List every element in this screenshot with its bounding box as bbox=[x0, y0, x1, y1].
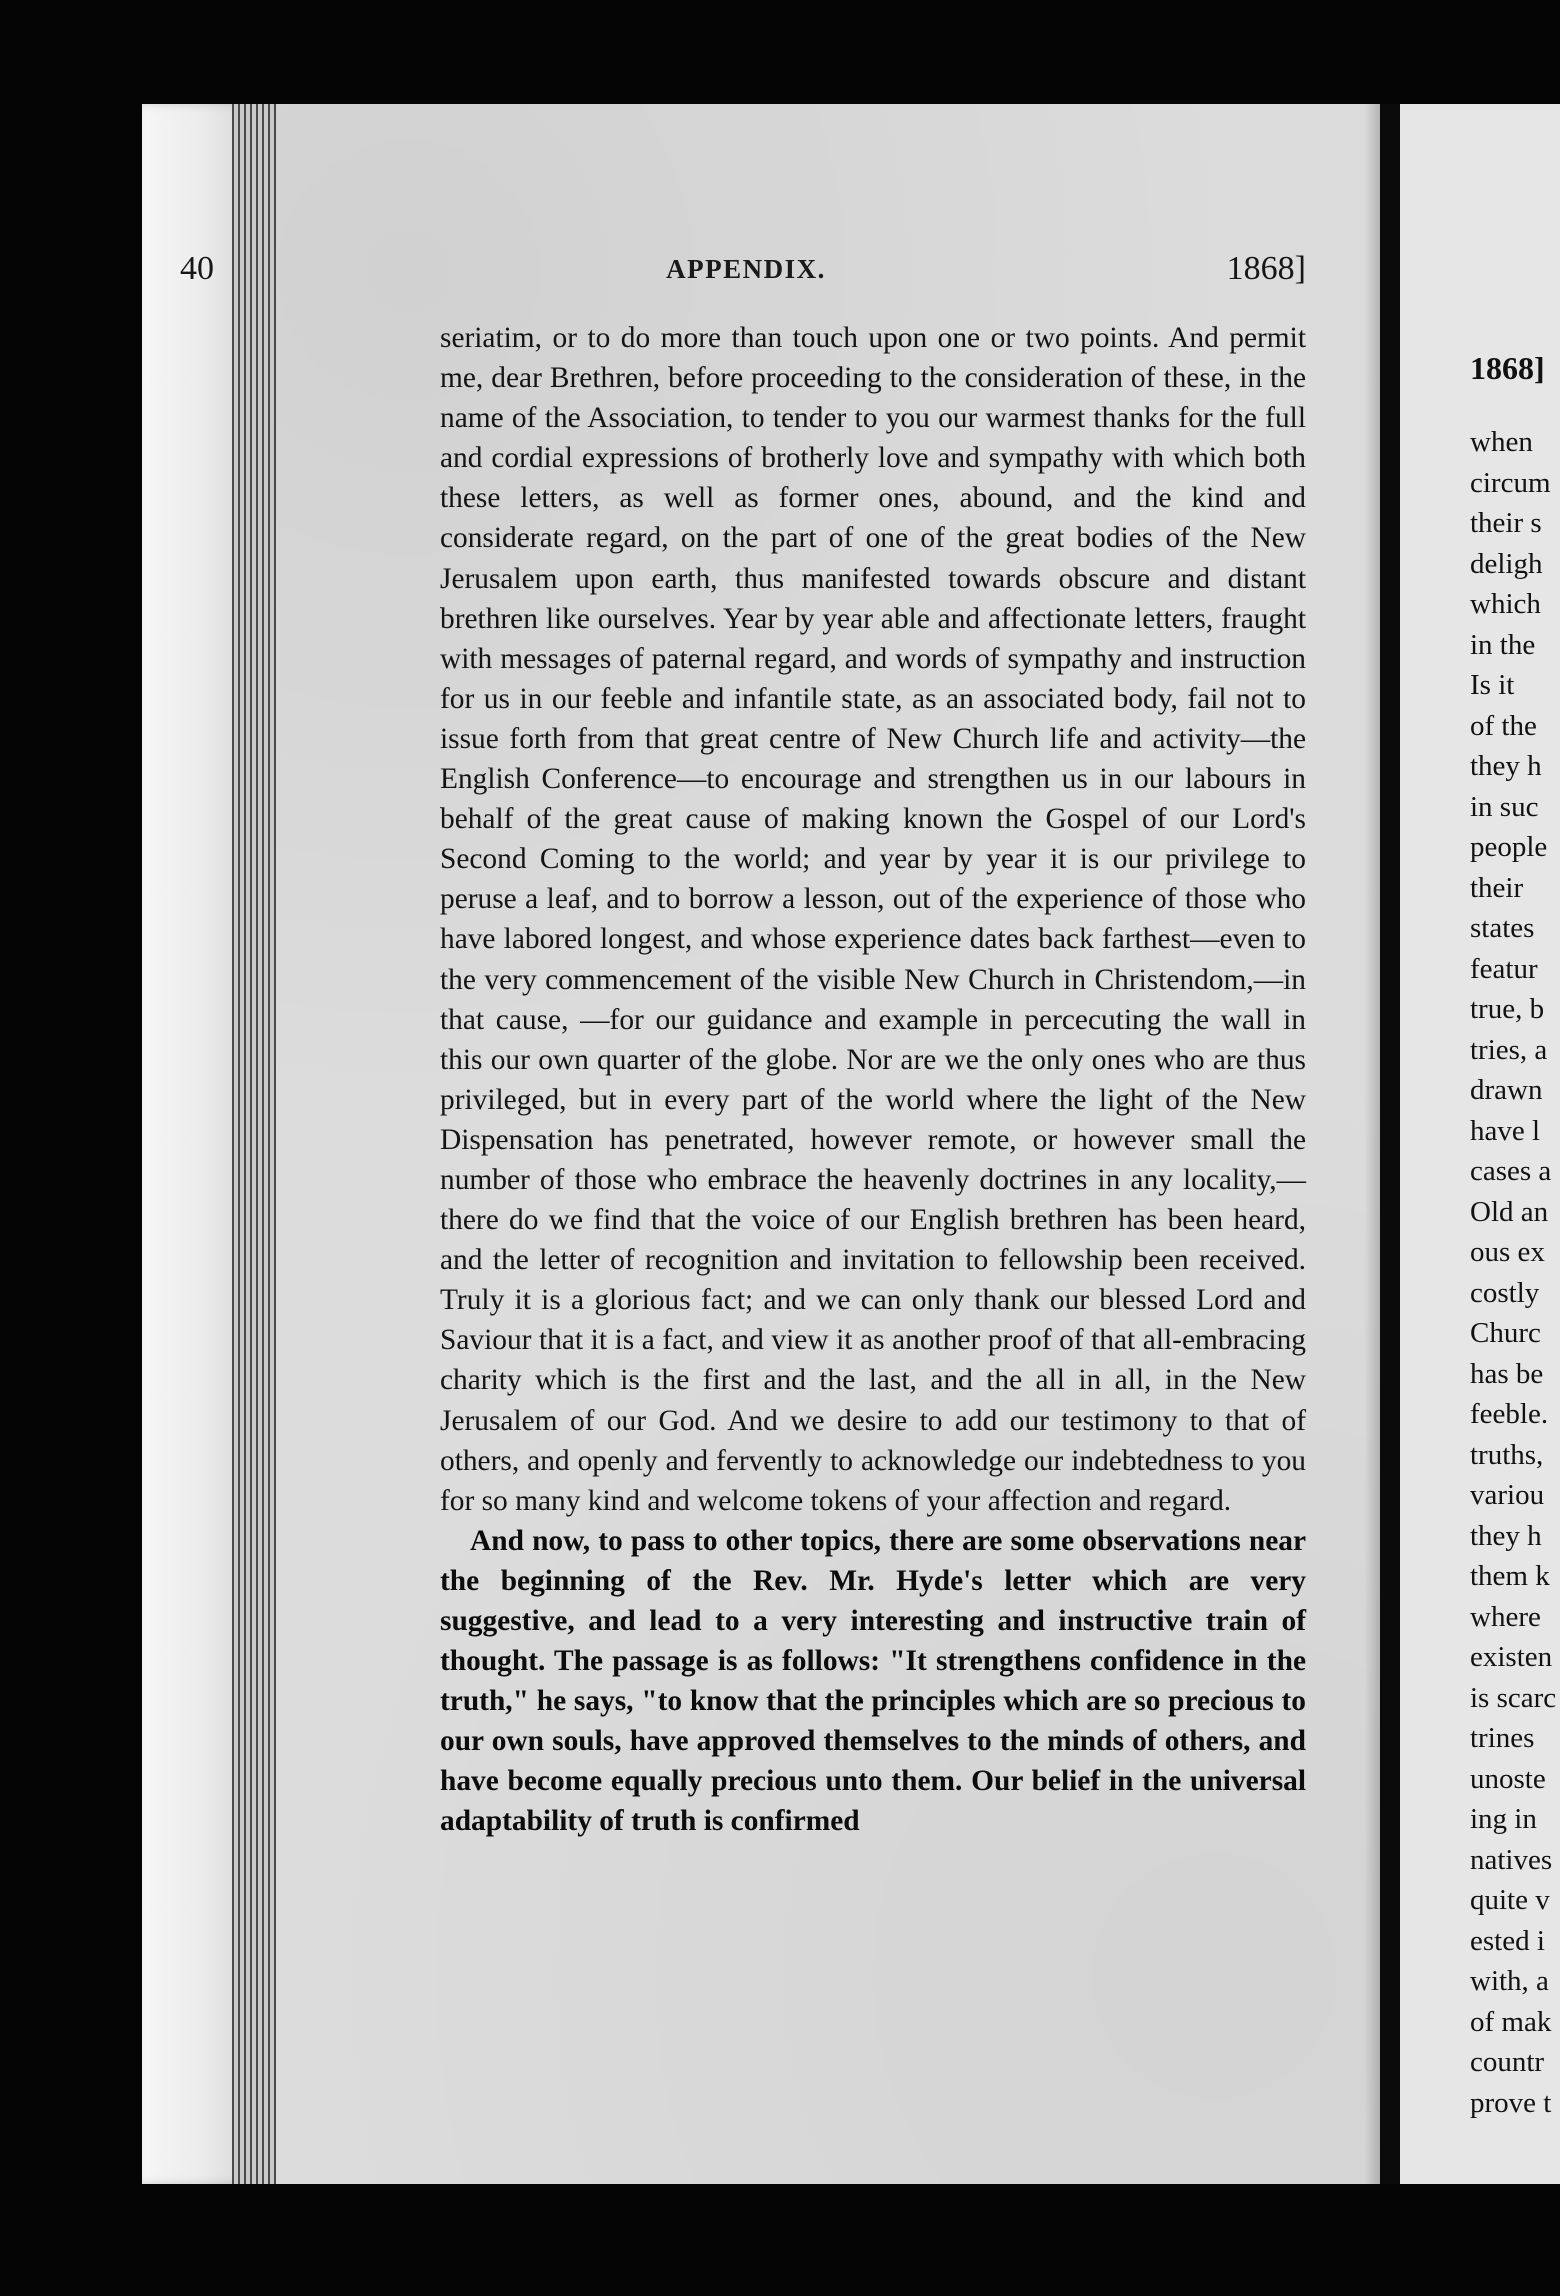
facing-page-line: countr bbox=[1470, 2046, 1545, 2078]
page-stack-edge bbox=[232, 104, 276, 2184]
facing-page-line: ous ex bbox=[1470, 1236, 1545, 1268]
facing-page-line: ested i bbox=[1470, 1924, 1545, 1957]
facing-page-line: prove t bbox=[1470, 2086, 1552, 2119]
facing-page-line: in suc bbox=[1470, 790, 1539, 823]
facing-page-line: which bbox=[1470, 588, 1541, 620]
page-header bbox=[180, 250, 1312, 294]
facing-page-line: of mak bbox=[1470, 2005, 1552, 2038]
facing-page-line: ing in bbox=[1470, 1803, 1537, 1835]
facing-page-line: is scarc bbox=[1470, 1681, 1557, 1714]
facing-page-line: Old an bbox=[1470, 1195, 1549, 1228]
facing-page-line: their bbox=[1470, 871, 1524, 904]
facing-page-year: 1868] bbox=[1470, 350, 1545, 386]
facing-page-line: Churc bbox=[1470, 1317, 1541, 1349]
facing-page-line: them k bbox=[1470, 1560, 1550, 1592]
facing-page-line: have l bbox=[1470, 1114, 1541, 1147]
facing-page-line: states bbox=[1470, 912, 1535, 944]
facing-page-line: featur bbox=[1470, 952, 1538, 985]
facing-page-line: Is it bbox=[1470, 669, 1515, 701]
facing-page-line: trines bbox=[1470, 1722, 1535, 1754]
facing-page-line: has be bbox=[1470, 1357, 1544, 1390]
facing-page-line: variou bbox=[1470, 1479, 1545, 1511]
facing-page-line: of the bbox=[1470, 709, 1537, 742]
facing-page-line: feeble. bbox=[1470, 1398, 1549, 1430]
facing-page-line: they h bbox=[1470, 750, 1542, 782]
facing-page-line: people bbox=[1470, 831, 1548, 863]
facing-page-line: with, a bbox=[1470, 1965, 1549, 1997]
paragraph-2: And now, to pass to other topics, there are some observations near the beginning of the Rev. Mr. Hyde's letter which are very suggestive, and lead to a very interesting and instructive train of thought. The passage is as follows: "It strengthens confidence in the truth," he says, "to know that the principles which are so precious to our own souls, have approved themselves to the minds of others, and have become equally precious unto them. Our belief in the universal adaptability of truth is confirmed bbox=[440, 1524, 1306, 1838]
facing-page-line: their s bbox=[1470, 507, 1542, 539]
facing-page-line: where bbox=[1470, 1600, 1541, 1633]
facing-page-line: circum bbox=[1470, 466, 1551, 499]
facing-page-lines bbox=[1470, 422, 1560, 2123]
page-number: 40 bbox=[180, 250, 214, 287]
facing-page-line: tries, a bbox=[1470, 1033, 1548, 1066]
running-head: APPENDIX. bbox=[666, 254, 826, 284]
facing-page-line: cases a bbox=[1470, 1155, 1552, 1187]
facing-page-line: quite v bbox=[1470, 1884, 1550, 1916]
facing-page-line: in the bbox=[1470, 628, 1536, 661]
facing-page-line: true, b bbox=[1470, 993, 1545, 1025]
facing-page-line: unoste bbox=[1470, 1762, 1546, 1795]
facing-page-line: deligh bbox=[1470, 547, 1543, 580]
facing-page-line: existen bbox=[1470, 1641, 1553, 1673]
facing-page-line: they h bbox=[1470, 1519, 1542, 1552]
facing-page-line: natives bbox=[1470, 1843, 1553, 1876]
facing-page-fragment bbox=[1400, 104, 1560, 2184]
facing-page-line: drawn bbox=[1470, 1074, 1543, 1106]
paragraph-1: seriatim, or to do more than touch upon one or two points. And permit me, dear Brethren, before proceeding to the consideration of these, in the name of the Association, to tender to you our warmest thanks for the full and cordial expressions of brotherly love and sympathy with which both these letters, as well as former ones, abound, and the kind and considerate regard, on the part of one of the great bodies of the New Jerusalem upon earth, thus manifested towards obscure and distant brethren like ourselves. Year by year able and affectionate letters, fraught with messages of paternal regard, and words of sympathy and instruction for us in our feeble and infantile state, as an associated body, fail not to issue forth from that great centre of New Church life and activity—the English Conference—to encourage and strengthen us in our labours in behalf of the great cause of making known the Gospel of our Lord's Second Coming to the world; and year by year it is our privilege to peruse a leaf, and to borrow a lesson, out of the experience of those who have labored longest, and whose experience dates back farthest—even to the very commencement of the visible New Church in Christendom,—in that cause, —for our guidance and example in percecuting the wall in this our own quarter of the globe. Nor are we the only ones who are thus privileged, but in every part of the world where the light of the New Dispensation has penetrated, however remote, or however small the number of those who embrace the heavenly doctrines in any locality,—there do we find that the voice of our English brethren has been heard, and the letter of recognition and invitation to fellowship been received. Truly it is a glorious fact; and we can only thank our blessed Lord and Saviour that it is a fact, and view it as another proof of that all-embracing charity which is the first and the last, and the all in all, in the New Jerusalem of our God. And we desire to add our testimony to that of others, and openly and fervently to acknowledge our indebtedness to you for so many kind and welcome tokens of your affection and regard. bbox=[440, 322, 1306, 1517]
body-text bbox=[440, 318, 1306, 2030]
facing-page-line: costly bbox=[1470, 1276, 1540, 1309]
facing-page-line: truths, bbox=[1470, 1438, 1544, 1471]
header-year: 1868] bbox=[1226, 250, 1306, 287]
facing-page-line: when bbox=[1470, 426, 1533, 458]
